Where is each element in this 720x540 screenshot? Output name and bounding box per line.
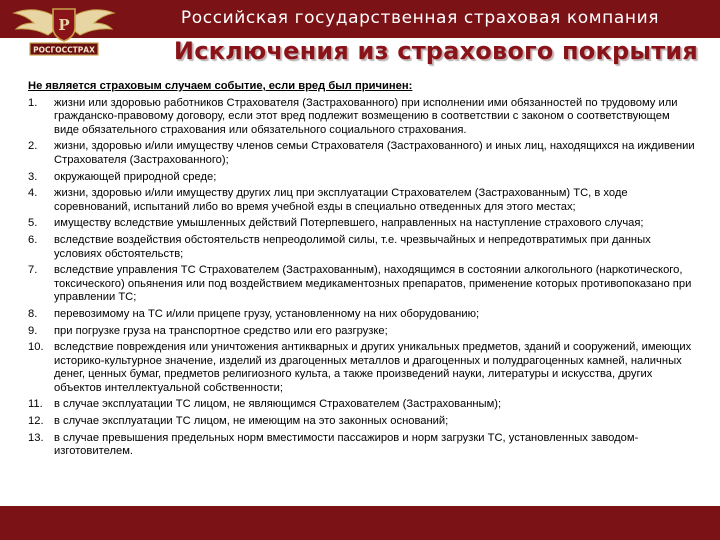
list-item [28, 432, 696, 459]
list-item [28, 171, 696, 185]
logo-monogram: Р [58, 16, 70, 34]
list-item-text: в случае эксплуатации ТС лицом, не имеющим на это законных оснований; [54, 415, 449, 428]
list-item [28, 234, 696, 261]
list-item-text: вследствие управления ТС Страхователем (Застрахованным), находящимся в состоянии алкогольного (наркотического, токсического) опьянения или под воздействием медикаментозных препаратов, применение которых противопоказано при управлении ТС; [54, 264, 692, 304]
list-item-number: 9. [28, 324, 38, 337]
list-item [28, 341, 696, 395]
list-item-number: 6. [28, 233, 38, 246]
list-item-number: 11. [28, 398, 43, 411]
list-item-number: 8. [28, 307, 38, 320]
company-name: Российская государственная страховая компания [180, 8, 660, 28]
list-item-number: 5. [28, 217, 38, 230]
list-item [28, 398, 696, 412]
exclusions-list [28, 97, 696, 459]
intro-text: Не является страховым случаем событие, если вред был причинен: [28, 80, 413, 92]
list-item [28, 308, 696, 322]
list-item-text: в случае превышения предельных норм вместимости пассажиров и норм загрузки ТС, установленных заводом-изготовителем. [54, 431, 639, 458]
list-item [28, 415, 696, 429]
list-item-number: 4. [28, 187, 38, 200]
page-title: Исключения из страхового покрытия [173, 37, 698, 65]
list-item [28, 217, 696, 231]
list-item-text: в случае эксплуатации ТС лицом, не являющимся Страхователем (Застрахованным); [54, 398, 502, 411]
list-item-text: перевозимому на ТС и/или прицепе грузу, установленному на них оборудованию; [54, 307, 480, 320]
list-item [28, 325, 696, 339]
list-item-text: вследствие воздействия обстоятельств непреодолимой силы, т.е. чрезвычайных и непредотвратимых при данных условиях обстоятельств; [54, 233, 651, 260]
rosgosstrakh-logo [8, 3, 120, 65]
list-item-text: жизни или здоровью работников Страхователя (Застрахованного) при исполнении ими обязанностей по трудовому или гражданско-правовому договору, если этот вред подлежит возмещению в соответствии с законом о соответствующем виде обязательного страхования или обязательного социального страхования. [54, 96, 678, 136]
list-item [28, 140, 696, 167]
list-item-number: 10. [28, 341, 44, 354]
list-item-number: 3. [28, 170, 38, 183]
list-item-text: вследствие повреждения или уничтожения антикварных и других уникальных предметов, зданий и сооружений, имеющих историко-культурное значение, изделий из драгоценных металлов и драгоценных и полудрагоценных камней, наличных денег, ценных бумаг, предметов религиозного культа, а также произведений науки, литературы и искусства, других объектов интеллектуальной собственности; [54, 341, 692, 394]
list-item-number: 7. [28, 264, 38, 277]
list-item [28, 97, 696, 138]
list-item-number: 1. [28, 96, 38, 109]
logo-wordmark: РОСГОССТРАХ [33, 45, 95, 55]
list-item [28, 264, 696, 305]
exclusions-content [28, 80, 696, 459]
list-item-number: 2. [28, 140, 38, 153]
list-item-text: окружающей природной среде; [54, 170, 217, 183]
list-item-text: жизни, здоровью и/или имуществу других лиц при эксплуатации Страхователем (Застрахованным) ТС, в ходе соревнований, испытаний либо во время учебной езды в специально отведенных для этого местах; [54, 187, 628, 213]
list-item-text: жизни, здоровью и/или имуществу членов семьи Страхователя (Застрахованного) и иных лиц, находящихся на иждивении Страхователя (Застрахованного); [54, 140, 695, 166]
footer-bar [0, 506, 720, 540]
list-item [28, 187, 696, 214]
list-item-text: имуществу вследствие умышленных действий Потерпевшего, направленных на наступление страхового случая; [54, 217, 644, 230]
list-item-number: 13. [28, 431, 44, 444]
list-item-number: 12. [28, 415, 44, 428]
list-item-text: при погрузке груза на транспортное средство или его разгрузке; [54, 324, 388, 337]
